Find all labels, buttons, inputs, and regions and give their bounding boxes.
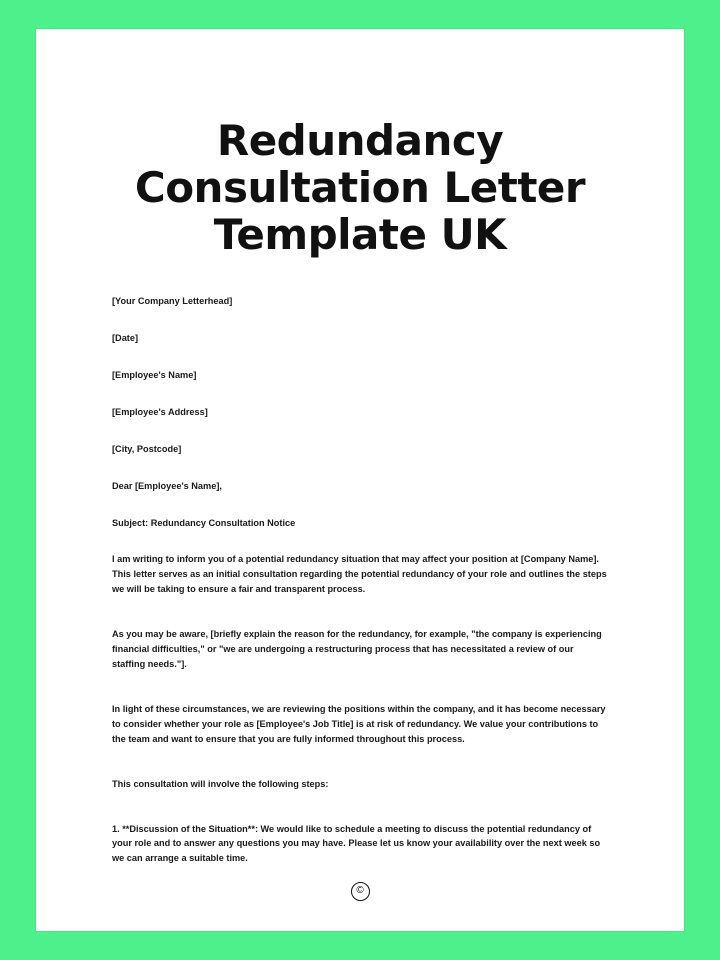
paragraph-2: As you may be aware, [briefly explain the reason for the redundancy, for example, "the company is experiencing financial difficulties," or "we are undergoing a restructuring process that has necessitated a review of our staffing needs."]. [112, 629, 602, 669]
paragraph-1: I am writing to inform you of a potential redundancy situation that may affect your position at [Company Name]. This letter serves as an initial consultation regarding the potential redundancy of your role and outlines the steps we will be taking to ensure a fair and transparent process. [112, 554, 607, 595]
paragraph-4: This consultation will involve the following steps: [112, 778, 329, 789]
field-employee-address: [Employee's Address] [112, 406, 208, 417]
field-company-letterhead: [Your Company Letterhead] [112, 296, 233, 307]
page-title: Redundancy Consultation Letter Template UK [134, 116, 586, 260]
copyright-icon: © [351, 882, 370, 901]
subject-line: Subject: Redundancy Consultation Notice [112, 517, 296, 528]
paragraph-3: In light of these circumstances, we are reviewing the positions within the company, and it has become necessary to consider whether your role as [Employee's Job Title] is at risk of redundancy. We value your contributions to the team and want to ensure that you are fully informed throughout this process. [112, 703, 606, 744]
field-city-postcode: [City, Postcode] [112, 443, 182, 454]
salutation: Dear [Employee's Name], [112, 480, 222, 491]
document-page [36, 29, 684, 931]
letter-body [36, 258, 684, 866]
paragraph-5: 1. **Discussion of the Situation**: We would like to schedule a meeting to discuss the potential redundancy of your role and to answer any questions you may have. Please let us know your availability over the next week so we can arrange a suitable time. [112, 823, 601, 864]
footer [36, 880, 684, 901]
field-date: [Date] [112, 333, 139, 343]
field-employee-name: [Employee's Name] [112, 369, 197, 380]
